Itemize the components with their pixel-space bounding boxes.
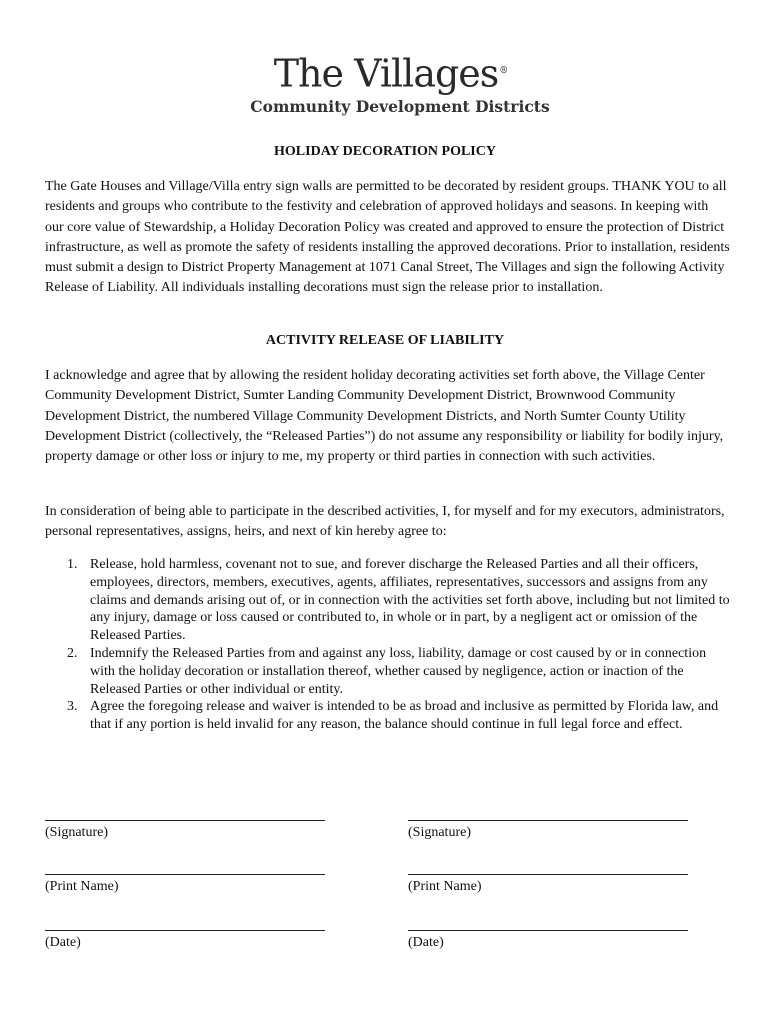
- release-heading: ACTIVITY RELEASE OF LIABILITY: [265, 333, 505, 348]
- print-name-label-left: (Print Name): [45, 879, 119, 894]
- acknowledgement-paragraph: I acknowledge and agree that by allowing the resident holiday decorating activities set forth above, the Village Center Community Development District, Sumter Landing Community Development District, Brownwood Community Development District, the numbered Village Community Development Districts, and North Sumter County Utility Development District (collectively, the “Released Parties”) do not assume any responsibility or liability for bodily injury, property damage or other loss or injury to me, my property or third parties in connection with such activities.: [45, 368, 724, 465]
- list-item-number: 1.: [67, 557, 78, 572]
- list-item-text: Indemnify the Released Parties from and against any loss, liability, damage or cost caused by or in connection with the holiday decoration or installation thereof, whether caused by negligence, action or inaction of the Released Parties or other individual or entity.: [90, 645, 707, 697]
- list-item: [45, 556, 730, 645]
- logo-subtitle: Community Development Districts: [250, 96, 550, 116]
- date-line-right[interactable]: [408, 930, 688, 931]
- policy-heading: HOLIDAY DECORATION POLICY: [274, 144, 496, 159]
- date-label-left: (Date): [45, 935, 81, 950]
- signature-label-left: (Signature): [45, 825, 108, 840]
- registered-mark: ®: [499, 66, 509, 76]
- date-label-right: (Date): [408, 935, 444, 950]
- the-villages-logo: [0, 48, 770, 117]
- print-name-line-left[interactable]: [45, 874, 325, 875]
- list-item: [45, 645, 730, 698]
- consideration-paragraph: In consideration of being able to participate in the described activities, I, for myself and for my executors, administrators, personal representatives, assigns, heirs, and next of kin hereby agree to:: [45, 504, 725, 540]
- list-item-number: 3.: [67, 699, 78, 715]
- print-name-line-right[interactable]: [408, 874, 688, 875]
- policy-paragraph: The Gate Houses and Village/Villa entry sign walls are permitted to be decorated by resident groups. THANK YOU to all residents and groups who contribute to the festivity and celebration of approved holidays and seasons. In keeping with our core value of Stewardship, a Holiday Decoration Policy was created and approved to ensure the protection of District infrastructure, as well as promote the safety of residents installing the approved decorations. Prior to installation, residents must submit a design to District Property Management at 1071 Canal Street, The Villages and sign the following Activity Release of Liability. All individuals installing decorations must sign the release prior to installation.: [45, 179, 730, 296]
- logo-brand-text: The Villages: [273, 51, 499, 96]
- date-line-left[interactable]: [45, 930, 325, 931]
- list-item-text: Release, hold harmless, covenant not to sue, and forever discharge the Released Parties and all their officers, employees, directors, members, executives, agents, affiliates, representatives, successors and assigns from any claims and demands arising out of, or in connection with the activities set forth above, including but not limited to any injury, damage or loss caused or contributed to, in whole or in part, by a negligent act or omission of the Released Parties.: [90, 557, 730, 644]
- signature-line-right[interactable]: [408, 820, 688, 821]
- agreement-list: [45, 556, 730, 734]
- print-name-label-right: (Print Name): [408, 879, 482, 894]
- list-item: [45, 698, 730, 734]
- signature-label-right: (Signature): [408, 825, 471, 840]
- list-item-text: Agree the foregoing release and waiver is intended to be as broad and inclusive as permitted by Florida law, and that if any portion is held invalid for any reason, the balance should continue in full legal force and effect.: [90, 699, 719, 733]
- signature-line-left[interactable]: [45, 820, 325, 821]
- list-item-number: 2.: [67, 645, 78, 661]
